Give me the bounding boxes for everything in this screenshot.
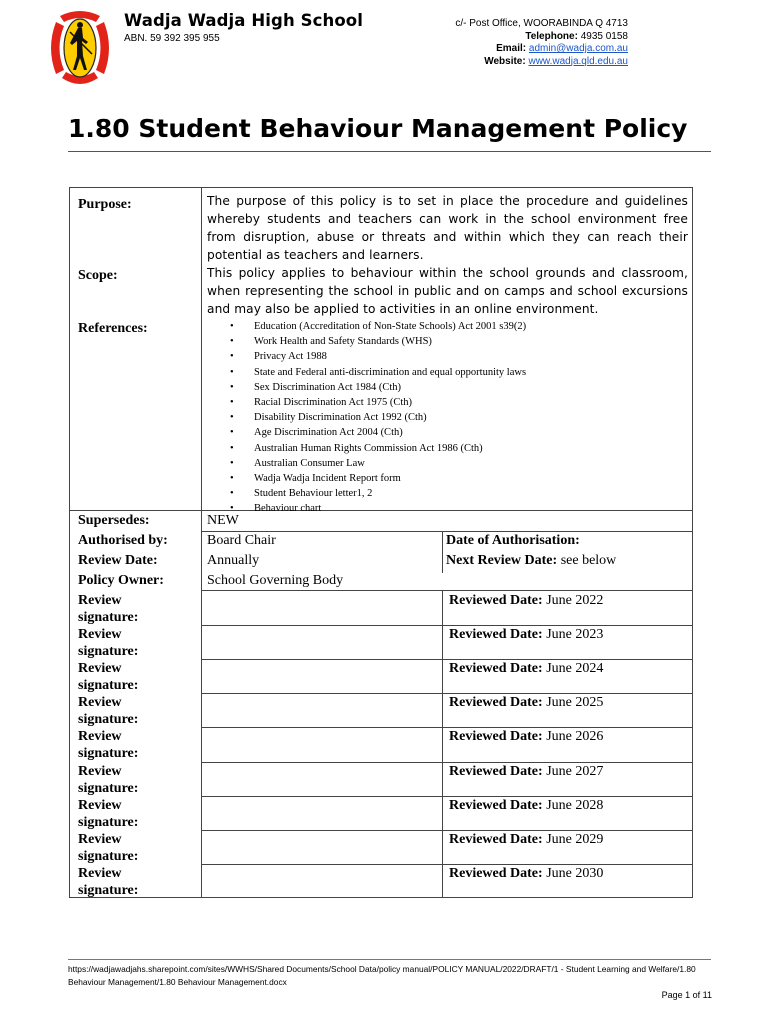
reviewed-date: Reviewed Date: June 2027: [449, 764, 604, 779]
review-signature-label: Review signature:: [78, 798, 139, 830]
policy-owner-label: Policy Owner:: [78, 573, 164, 588]
references-label: References:: [78, 321, 148, 336]
review-signature-label: Review signature:: [78, 627, 139, 659]
review-signature-label: Review signature:: [78, 729, 139, 761]
grid-line: [201, 625, 692, 626]
grid-line: [201, 590, 202, 898]
reference-item: • Australian Consumer Law: [230, 457, 365, 469]
policy-owner-value: School Governing Body: [207, 573, 344, 588]
policy-table: [69, 187, 693, 515]
review-signature-label: Review signature:: [78, 866, 139, 898]
purpose-label: Purpose:: [78, 197, 132, 212]
telephone-line: [455, 31, 628, 44]
reference-item: • Sex Discrimination Act 1984 (Cth): [230, 381, 401, 393]
abn: ABN. 59 392 395 955: [124, 33, 220, 44]
review-signature-label: Review signature:: [78, 764, 139, 796]
reviewed-date: Reviewed Date: June 2024: [449, 661, 604, 676]
contact-block: [455, 18, 628, 68]
reference-item: • Privacy Act 1988: [230, 351, 327, 363]
reference-item: • Disability Discrimination Act 1992 (Cth): [230, 412, 427, 424]
reference-item: • Australian Human Rights Commission Act 1986 (Cth): [230, 442, 483, 454]
details-table: [69, 511, 693, 898]
grid-line: [201, 531, 692, 532]
supersedes-value: NEW: [207, 513, 239, 528]
reviewed-date: Reviewed Date: June 2028: [449, 798, 604, 813]
telephone-label: Telephone:: [525, 30, 578, 42]
review-signature-label: Review signature:: [78, 832, 139, 864]
review-signature-label: Review signature:: [78, 695, 139, 727]
authorised-value: Board Chair: [207, 533, 276, 548]
grid-line: [442, 531, 443, 573]
grid-line: [201, 727, 692, 728]
reference-item: • Racial Discrimination Act 1975 (Cth): [230, 396, 413, 408]
grid-line: [201, 511, 202, 591]
purpose-text: The purpose of this policy is to set in place the procedure and guidelines whereby students and teachers can work in the school environment free from disruption, abuse or threats and within which they can reach their potential as teachers and learners.: [207, 194, 688, 262]
school-logo: [42, 8, 118, 88]
grid-line: [201, 590, 692, 591]
reference-item: • Wadja Wadja Incident Report form: [230, 472, 401, 484]
column-divider: [201, 188, 202, 510]
email-line: [455, 43, 628, 56]
reviewed-date: Reviewed Date: June 2030: [449, 866, 604, 881]
next-review-line: [446, 553, 616, 569]
review-signature-label: Review signature:: [78, 593, 139, 625]
reference-item: • Work Health and Safety Standards (WHS): [230, 336, 432, 348]
email-label: Email:: [496, 43, 527, 54]
review-date-value: Annually: [207, 553, 260, 568]
next-review-label: Next Review Date:: [446, 553, 558, 568]
reference-item: • Age Discrimination Act 2004 (Cth): [230, 427, 403, 439]
website-label: Website:: [484, 55, 526, 67]
review-signature-label: Review signature:: [78, 661, 139, 693]
scope-label: Scope:: [78, 268, 118, 283]
reference-item: • State and Federal anti-discrimination and equal opportunity laws: [230, 366, 527, 378]
review-date-label: Review Date:: [78, 553, 158, 568]
references-list: [230, 319, 526, 516]
website-line: [455, 56, 628, 69]
scope-text: This policy applies to behaviour within the school grounds and classroom, when representing the school in public and on camps and school excursions and may also be applied to activities in an online environment.: [207, 266, 688, 316]
page-number: Page 1 of 11: [661, 990, 712, 1000]
website-link[interactable]: www.wadja.qld.edu.au: [528, 55, 628, 67]
reviewed-date: Reviewed Date: June 2026: [449, 729, 604, 744]
school-name: Wadja Wadja High School: [124, 11, 363, 30]
telephone: 4935 0158: [580, 30, 628, 42]
title-rule: [68, 151, 711, 152]
reviewed-date: Reviewed Date: June 2022: [449, 593, 604, 608]
date-authorisation-label: Date of Authorisation:: [446, 533, 580, 548]
grid-line: [201, 864, 692, 865]
next-review-value: see below: [560, 553, 617, 568]
reference-item: • Student Behaviour letter1, 2: [230, 488, 373, 500]
footer-rule: [68, 959, 711, 960]
footer-path: https://wadjawadjahs.sharepoint.com/sites/WWHS/Shared Documents/School Data/policy manual/POLICY MANUAL/2022/DRAFT/1 - Student Learning and Welfare/1.80 Behaviour Management/1.80 Behaviour Management.docx: [68, 964, 696, 987]
reference-item: • Behaviour chart: [230, 503, 322, 515]
grid-line: [201, 830, 692, 831]
grid-line: [201, 796, 692, 797]
authorised-label: Authorised by:: [78, 533, 168, 548]
address: c/- Post Office, WOORABINDA Q 4713: [455, 18, 628, 29]
reference-item: • Education (Accreditation of Non-State Schools) Act 2001 s39(2): [230, 321, 527, 332]
reviewed-date: Reviewed Date: June 2029: [449, 832, 604, 847]
document-title: 1.80 Student Behaviour Management Policy: [68, 114, 688, 143]
grid-line: [201, 762, 692, 763]
reviewed-date: Reviewed Date: June 2025: [449, 695, 604, 710]
grid-line: [442, 590, 443, 898]
supersedes-label: Supersedes:: [78, 513, 150, 528]
grid-line: [201, 659, 692, 660]
reviewed-date: Reviewed Date: June 2023: [449, 627, 604, 642]
grid-line: [201, 693, 692, 694]
email-link[interactable]: admin@wadja.com.au: [528, 43, 628, 54]
